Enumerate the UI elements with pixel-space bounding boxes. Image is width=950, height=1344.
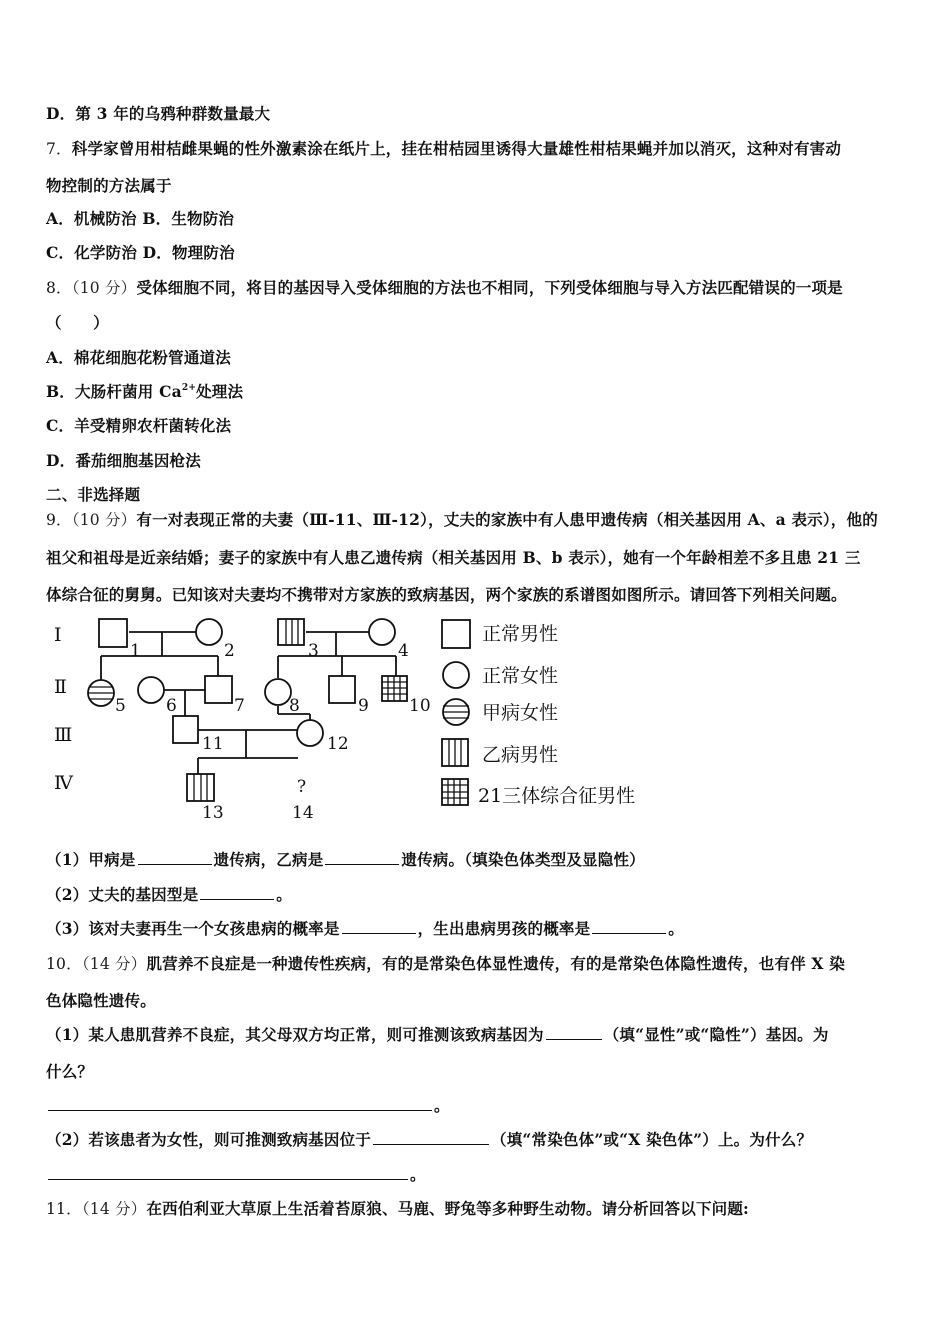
q10-sub2-answer-blank[interactable]: [48, 1165, 408, 1180]
q8-option-b-text: B．大肠杆菌用 Ca: [46, 382, 182, 401]
q7-options-ab: A．机械防治 B．生物防治: [46, 209, 235, 228]
individual-label-8: 8: [289, 696, 300, 716]
q10-text-1: 肌营养不良症是一种遗传性疾病，有的是常染色体显性遗传，有的是常染色体隐性遗传，也有伴 X 染: [146, 954, 845, 973]
individual-6-symbol: [138, 677, 164, 703]
q9-stem-line3: 体综合征的舅舅。已知该对夫妻均不携带对方家族的致病基因，两个家族的系谱图如图所示。请回答下列相关问题。: [46, 585, 847, 604]
q11-text-1: 在西伯利亚大草原上生活着苔原狼、马鹿、野兔等多种野生动物。请分析回答以下问题:: [146, 1199, 749, 1218]
q10-stem-line1: [46, 952, 845, 974]
individual-label-6: 6: [166, 696, 177, 716]
q9-sub3-part1: （3）该对夫妻再生一个女孩患病的概率是: [46, 919, 340, 938]
q10-sub1-part1: （1）某人患肌营养不良症，其父母双方均正常，则可推测该致病基因为: [46, 1025, 544, 1044]
q10-sub1-answer-line: [46, 1094, 450, 1116]
individual-label-2: 2: [224, 641, 235, 661]
individual-9-symbol: [329, 676, 355, 703]
q10-sub1-end-mark: 。: [434, 1096, 450, 1115]
legend-normal-female-symbol: [443, 662, 469, 688]
individual-1-symbol: [99, 619, 127, 647]
q8-option-c: C．羊受精卵农杆菌转化法: [46, 416, 232, 435]
generation-label-3: Ⅲ: [54, 724, 73, 746]
q10-sub1-part2: （填“显性”或“隐性”）基因。为: [603, 1025, 829, 1044]
q8-text-1: 受体细胞不同，将目的基因导入受体细胞的方法也不相同，下列受体细胞与导入方法匹配错误的一项是: [136, 278, 843, 297]
individual-label-13: 13: [202, 803, 224, 823]
individual-12-symbol: [297, 720, 323, 746]
individual-label-3: 3: [308, 641, 319, 661]
q8-stem-line1: [46, 276, 843, 298]
q8-number: 8．: [46, 279, 72, 297]
q10-sub1-answer-blank[interactable]: [48, 1096, 432, 1111]
q8-option-b-rest: 处理法: [196, 382, 244, 401]
q10-number: 10．: [46, 955, 82, 973]
section-title: 二、非选择题: [46, 485, 141, 504]
pedigree-figure: [40, 608, 680, 838]
legend-label-normal-male: 正常男性: [482, 623, 559, 645]
q9-sub3: [46, 917, 684, 939]
q10-sub1-question: 什么？: [46, 1062, 94, 1081]
q10-sub2-end-mark: 。: [410, 1165, 426, 1184]
individual-2-symbol: [196, 619, 222, 645]
individual-4-symbol: [369, 619, 395, 645]
q7-stem-line1: [46, 137, 841, 159]
individual-14-unknown-mark: ?: [297, 777, 307, 797]
q10-stem-line2: 色体隐性遗传。: [46, 991, 156, 1010]
legend-label-disease-b-male: 乙病男性: [482, 744, 559, 766]
individual-11-symbol: [173, 716, 198, 743]
q7-text-1: 科学家曾用柑桔雌果蝇的性外激素涂在纸片上，挂在柑桔园里诱得大量雄性柑桔果蝇并加以消灭，这种对有害动: [71, 139, 842, 158]
q10-sub2-part2: （填“常染色体”或“X 染色体”）上。为什么？: [491, 1130, 813, 1149]
q11-score: （14 分）: [81, 1200, 147, 1218]
q9-number: 9．: [46, 511, 72, 529]
individual-label-12: 12: [327, 734, 349, 754]
q9-sub2-part2: 。: [276, 885, 292, 904]
q8-option-d: D．番茄细胞基因枪法: [46, 451, 201, 470]
legend-label-normal-female: 正常女性: [482, 665, 559, 687]
individual-label-9: 9: [358, 696, 369, 716]
q9-score: （10 分）: [71, 511, 137, 529]
q9-sub1-part1: （1）甲病是: [46, 850, 136, 869]
q8-option-a: A．棉花细胞花粉管通道法: [46, 348, 231, 367]
q9-sub1-blank-1[interactable]: [138, 850, 212, 865]
individual-label-4: 4: [398, 641, 409, 661]
q8-stem-line2: （ ）: [46, 313, 109, 332]
q10-sub1: [46, 1023, 829, 1045]
legend-normal-male-symbol: [442, 620, 470, 648]
individual-7-symbol: [205, 676, 232, 703]
q9-sub3-part2: ，生出患病男孩的概率是: [417, 919, 591, 938]
individual-label-1: 1: [130, 641, 141, 661]
q9-sub1-part3: 遗传病。（填染色体类型及显隐性）: [401, 850, 645, 869]
q7-number: 7．: [46, 140, 72, 158]
individual-label-5: 5: [115, 696, 126, 716]
q9-sub3-blank-2[interactable]: [592, 919, 666, 934]
q8-option-b: [46, 380, 243, 402]
q10-sub2: [46, 1128, 812, 1150]
q7-stem-line2: 物控制的方法属于: [46, 176, 172, 195]
q6-option-d: D．第 3 年的乌鸦种群数量最大: [46, 104, 271, 123]
q8-score: （10 分）: [71, 279, 137, 297]
q7-options-cd: C．化学防治 D．物理防治: [46, 243, 235, 262]
q9-sub1: [46, 848, 645, 870]
individual-label-11: 11: [202, 734, 224, 754]
q11-stem-line1: [46, 1197, 749, 1219]
q9-stem-line2: 祖父和祖母是近亲结婚；妻子的家族中有人患乙遗传病（相关基因用 B、b 表示），她有一个年龄相差不多且患 21 三: [46, 548, 861, 567]
q9-sub3-blank-1[interactable]: [342, 919, 416, 934]
q9-sub3-part3: 。: [668, 919, 684, 938]
q10-sub2-answer-line: [46, 1163, 426, 1185]
q9-sub1-part2: 遗传病，乙病是: [213, 850, 324, 869]
individual-label-10: 10: [409, 696, 431, 716]
q9-text-1: 有一对表现正常的夫妻（Ⅲ-11、Ⅲ-12），丈夫的家族中有人患甲遗传病（相关基因用 A、a 表示），他的: [136, 510, 878, 529]
q9-sub2-blank[interactable]: [200, 885, 274, 900]
q9-stem-line1: [46, 508, 878, 530]
q10-sub2-part1: （2）若该患者为女性，则可推测致病基因位于: [46, 1130, 371, 1149]
legend-label-trisomy-male: 21三体综合征男性: [478, 785, 636, 807]
q10-score: （14 分）: [81, 955, 147, 973]
legend-label-disease-a-female: 甲病女性: [482, 702, 559, 724]
generation-label-2: Ⅱ: [54, 676, 67, 698]
generation-label-1: Ⅰ: [54, 624, 62, 646]
generation-label-4: Ⅳ: [54, 772, 73, 794]
q11-number: 11．: [46, 1200, 82, 1218]
individual-label-7: 7: [234, 696, 245, 716]
q9-sub1-blank-2[interactable]: [325, 850, 399, 865]
q8-option-b-charge: 2+: [181, 383, 197, 393]
individual-8-symbol: [265, 679, 291, 705]
q10-sub1-blank[interactable]: [546, 1025, 602, 1040]
q9-sub2-part1: （2）丈夫的基因型是: [46, 885, 199, 904]
individual-label-14: 14: [292, 803, 314, 823]
individual-3-symbol: [278, 619, 304, 645]
q9-sub2: [46, 883, 292, 905]
q10-sub2-blank[interactable]: [373, 1130, 489, 1145]
